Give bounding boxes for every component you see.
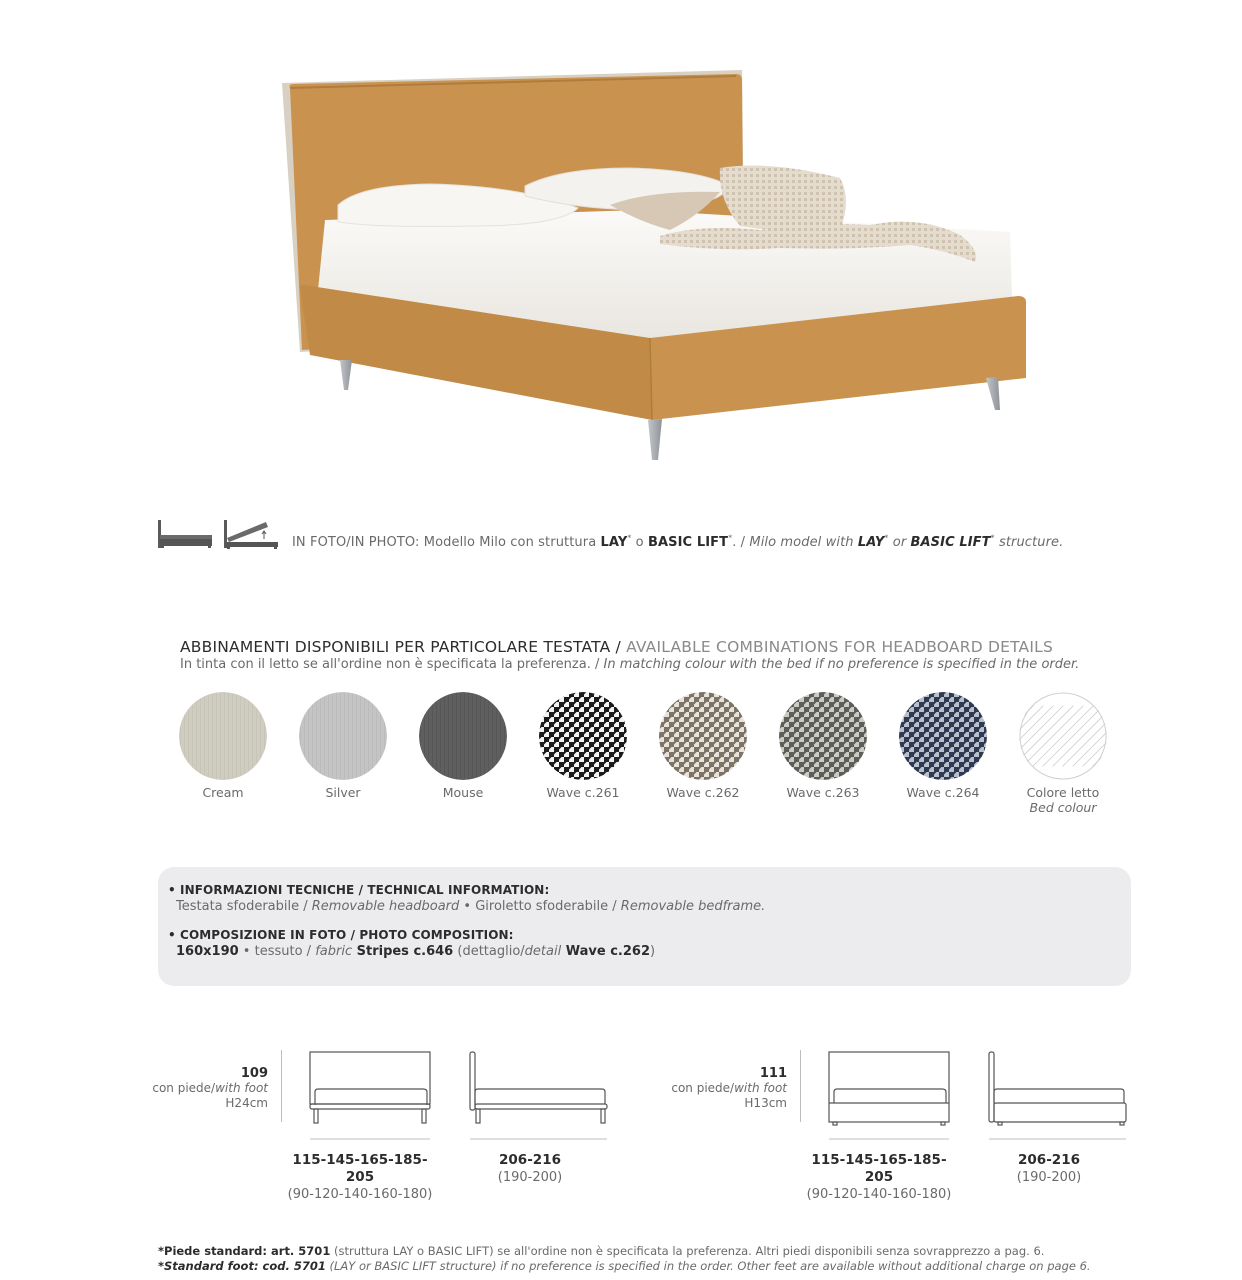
height-label: 111 con piede/with foot H13cm xyxy=(671,1066,787,1110)
fabric-swatch xyxy=(1003,692,1123,815)
fabric-swatch xyxy=(403,692,523,800)
technical-info-heading: • INFORMAZIONI TECNICHE / TECHNICAL INFORMATION: xyxy=(168,883,550,897)
bed-product-photo xyxy=(0,0,1242,500)
swatch-houndstooth-circle xyxy=(659,692,747,780)
swatch-houndstooth-circle xyxy=(899,692,987,780)
standard-foot-footnote xyxy=(158,1244,1091,1274)
fabric-swatch xyxy=(763,692,883,800)
fabric-swatch-list xyxy=(163,692,1123,822)
bed-leg xyxy=(986,377,1000,410)
fabric-swatch xyxy=(883,692,1003,800)
swatch-label: Mouse xyxy=(442,785,484,800)
swatch-houndstooth-circle xyxy=(779,692,867,780)
side-dimensions: 206-216 (190-200) xyxy=(1016,1152,1082,1185)
footnote-english: *Standard foot: cod. 5701 (LAY or BASIC LIFT structure) if no preference is specified in the order. Other feet are available without additional charge on page 6. xyxy=(158,1259,1091,1273)
bed-lay-structure-icon xyxy=(156,518,214,550)
fabric-swatch xyxy=(283,692,403,800)
dimension-drawing-lay xyxy=(150,1046,630,1202)
bed-leg xyxy=(648,419,662,460)
technical-info-box xyxy=(158,867,1131,986)
swatch-label: Silver xyxy=(325,785,361,800)
front-dimensions: 115-145-165-185-205 (90-120-140-160-180) xyxy=(806,1152,952,1202)
swatch-label: Wave c.262 xyxy=(666,785,740,800)
bed-basic-lift-structure-icon xyxy=(222,518,280,550)
photo-composition-text: 160x190 • tessuto / fabric Stripes c.646 (dettaglio/detail Wave c.262) xyxy=(176,944,656,959)
height-divider xyxy=(281,1050,282,1122)
technical-info-text: Testata sfoderabile / Removable headboard • Giroletto sfoderabile / Removable bedframe. xyxy=(176,899,766,914)
combinations-subtitle: In tinta con il letto se all'ordine non è specificata la preferenza. / In matching colour with the bed if no preference is specified in the order. xyxy=(180,657,1080,672)
caption-text: IN FOTO/IN PHOTO: Modello Milo con struttura LAY* o BASIC LIFT*. / Milo model with LAY* or BASIC LIFT* structure. xyxy=(292,533,1064,550)
bed-front-side-drawing xyxy=(290,1046,620,1146)
swatch-solid-circle xyxy=(419,692,507,780)
fabric-swatch xyxy=(163,692,283,800)
side-dimensions: 206-216 (190-200) xyxy=(497,1152,563,1185)
swatch-label: Wave c.261 xyxy=(546,785,620,800)
photo-caption xyxy=(156,516,1063,552)
front-dimensions: 115-145-165-185-205 (90-120-140-160-180) xyxy=(287,1152,433,1202)
swatch-label: Wave c.264 xyxy=(906,785,980,800)
swatch-solid-circle xyxy=(179,692,267,780)
height-label: 109 con piede/with foot H24cm xyxy=(152,1066,268,1110)
fabric-swatch xyxy=(523,692,643,800)
swatch-label: Cream xyxy=(202,785,244,800)
combinations-title: ABBINAMENTI DISPONIBILI PER PARTICOLARE TESTATA / AVAILABLE COMBINATIONS FOR HEADBOARD DETAILS xyxy=(180,638,1054,656)
swatch-label: Wave c.263 xyxy=(786,785,860,800)
fabric-swatch xyxy=(643,692,763,800)
dimension-drawing-basic-lift xyxy=(669,1046,1149,1202)
bed-leg xyxy=(340,360,352,390)
swatch-hatched-circle xyxy=(1019,692,1107,780)
swatch-solid-circle xyxy=(299,692,387,780)
photo-composition-heading: • COMPOSIZIONE IN FOTO / PHOTO COMPOSITION: xyxy=(168,928,514,942)
height-divider xyxy=(800,1050,801,1122)
bed-front-side-drawing xyxy=(809,1046,1139,1146)
cushion-check xyxy=(720,166,846,232)
swatch-label: Colore letto Bed colour xyxy=(1026,785,1100,815)
swatch-houndstooth-circle xyxy=(539,692,627,780)
footnote-italian: *Piede standard: art. 5701 (struttura LAY o BASIC LIFT) se all'ordine non è specificata la preferenza. Altri piedi disponibili senza sovrapprezzo a pag. 6. xyxy=(158,1244,1045,1258)
